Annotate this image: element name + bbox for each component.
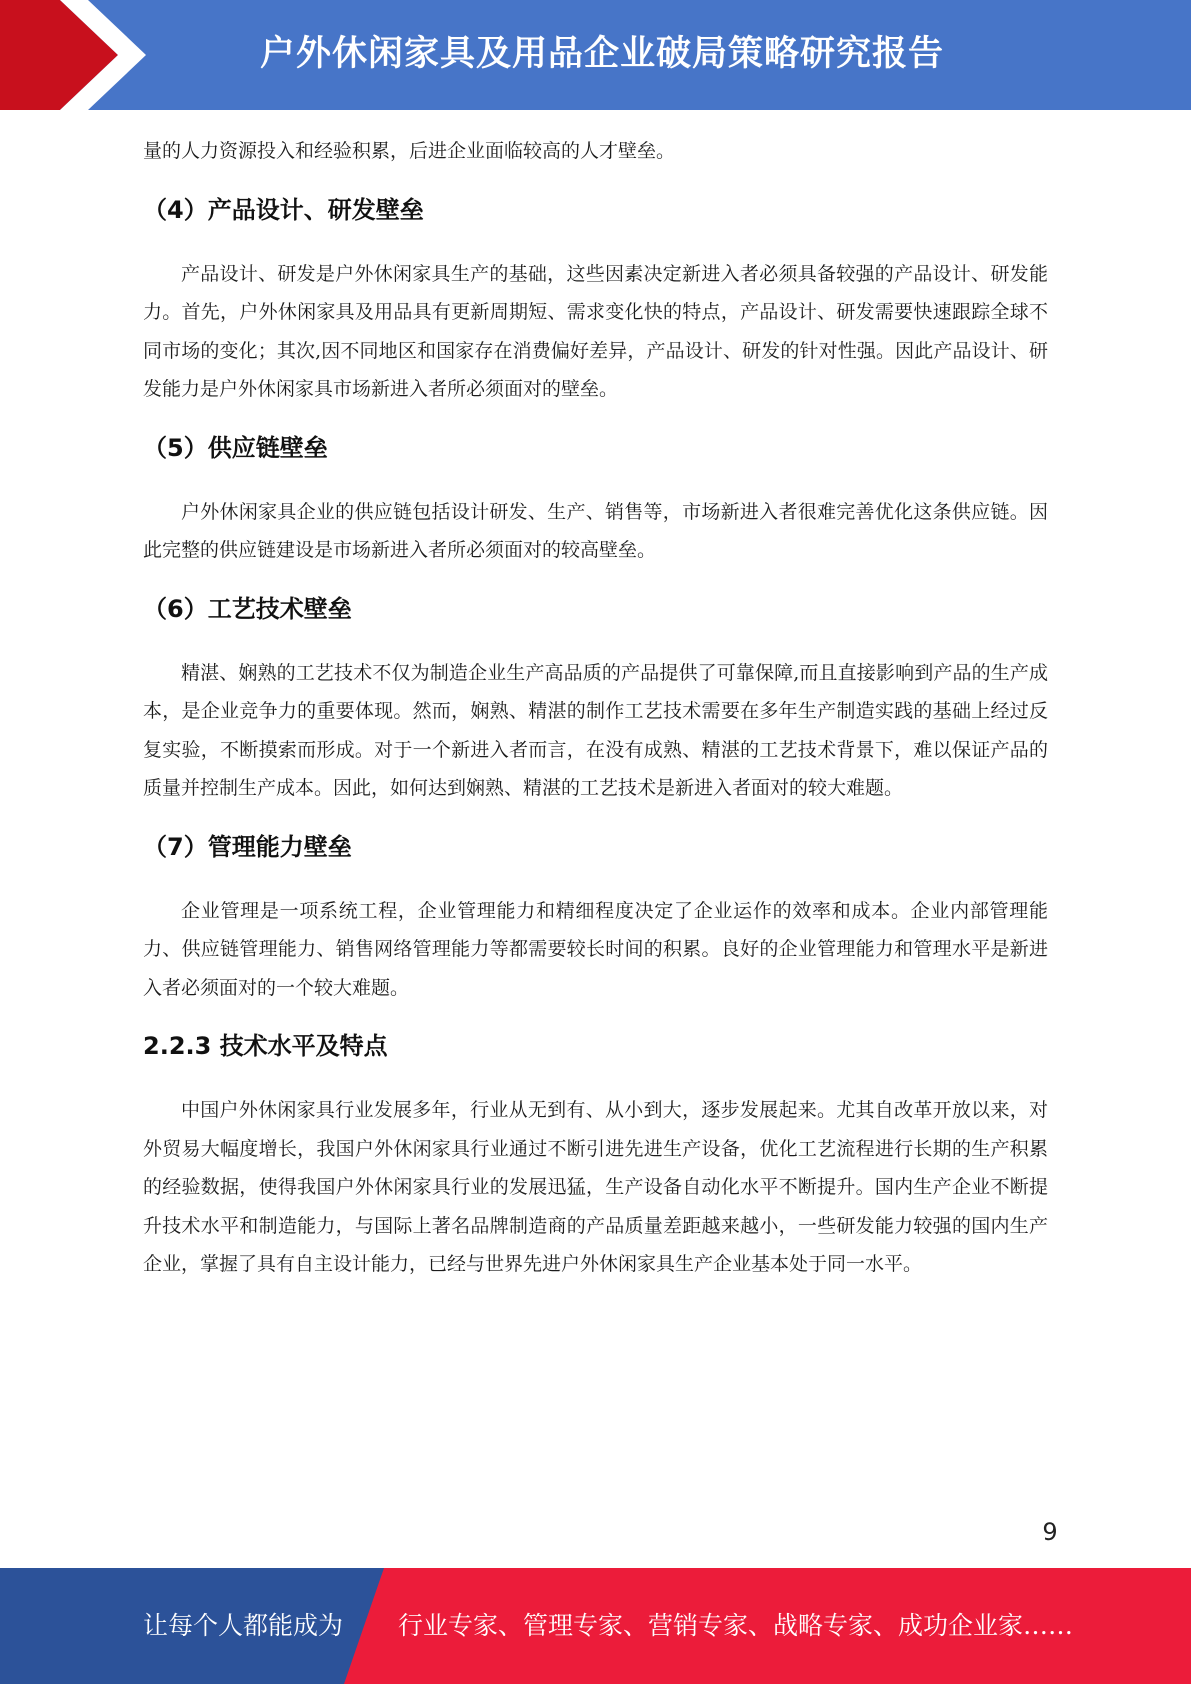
paragraph-tech-level: 中国户外休闲家具行业发展多年，行业从无到有、从小到大，逐步发展起来。尤其自改革开放以来，对外贸易大幅度增长，我国户外休闲家具行业通过不断引进先进生产设备，优化工艺流程进行长期的生产积累的经验数据，使得我国户外休闲家具行业的发展迅猛，生产设备自动化水平不断提升。国内生产企业不断提升技术水平和制造能力，与国际上著名品牌制造商的产品质量差距越来越小，一些研发能力较强的国内生产企业，掌握了具有自主设计能力，已经与世界先进户外休闲家具生产企业基本处于同一水平。 bbox=[143, 1099, 1048, 1275]
page-content bbox=[143, 132, 1048, 1284]
paragraph-craft-tech-barrier: 精湛、娴熟的工艺技术不仅为制造企业生产高品质的产品提供了可靠保障,而且直接影响到产品的生产成本，是企业竞争力的重要体现。然而，娴熟、精湛的制作工艺技术需要在多年生产制造实践的基础上经过反复实验，不断摸索而形成。对于一个新进入者而言，在没有成熟、精湛的工艺技术背景下，难以保证产品的质量并控制生产成本。因此，如何达到娴熟、精湛的工艺技术是新进入者面对的较大难题。 bbox=[143, 661, 1048, 799]
heading-design-rd-barrier: （4）产品设计、研发壁垒 bbox=[143, 195, 424, 224]
footer-slogan-left: 让每个人都能成为 bbox=[143, 1611, 344, 1640]
page-footer bbox=[0, 1568, 1191, 1684]
heading-craft-tech-barrier: （6）工艺技术壁垒 bbox=[143, 594, 352, 623]
page-number: 9 bbox=[1042, 1518, 1058, 1546]
heading-supply-chain-barrier: （5）供应链壁垒 bbox=[143, 433, 328, 462]
paragraph-supply-chain-barrier: 户外休闲家具企业的供应链包括设计研发、生产、销售等，市场新进入者很难完善优化这条供应链。因此完整的供应链建设是市场新进入者所必须面对的较高壁垒。 bbox=[143, 500, 1048, 561]
paragraph-management-barrier: 企业管理是一项系统工程，企业管理能力和精细程度决定了企业运作的效率和成本。企业内部管理能力、供应链管理能力、销售网络管理能力等都需要较长时间的积累。良好的企业管理能力和管理水平是新进入者必须面对的一个较大难题。 bbox=[143, 899, 1048, 999]
paragraph-design-rd-barrier: 产品设计、研发是户外休闲家具生产的基础，这些因素决定新进入者必须具备较强的产品设计、研发能力。首先，户外休闲家具及用品具有更新周期短、需求变化快的特点，产品设计、研发需要快速跟踪全球不同市场的变化；其次,因不同地区和国家存在消费偏好差异，产品设计、研发的针对性强。因此产品设计、研发能力是户外休闲家具市场新进入者所必须面对的壁垒。 bbox=[143, 262, 1048, 400]
report-title: 户外休闲家具及用品企业破局策略研究报告 bbox=[260, 34, 945, 74]
paragraph-continued: 量的人力资源投入和经验积累，后进企业面临较高的人才壁垒。 bbox=[143, 140, 676, 162]
heading-management-barrier: （7）管理能力壁垒 bbox=[143, 832, 352, 861]
page-header bbox=[0, 0, 1191, 110]
footer-slogan-right: 行业专家、管理专家、营销专家、战略专家、成功企业家…… bbox=[398, 1611, 1074, 1640]
heading-tech-level: 2.2.3 技术水平及特点 bbox=[143, 1032, 388, 1060]
